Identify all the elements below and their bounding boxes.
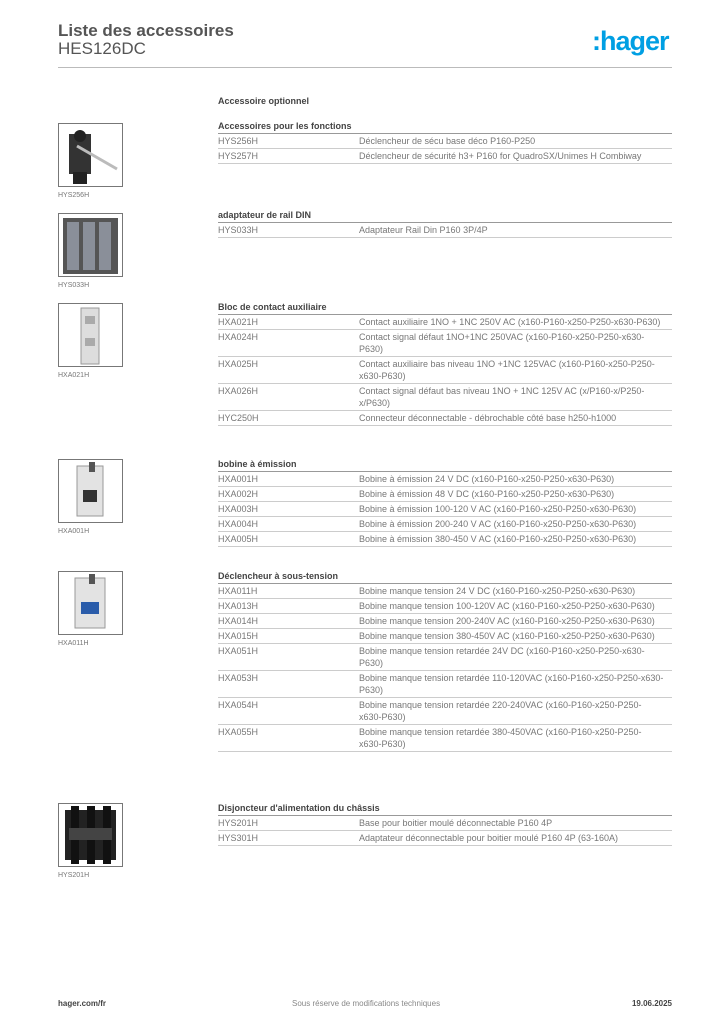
product-ref[interactable]: HXA055H	[218, 727, 259, 737]
product-ref[interactable]: HXA003H	[218, 504, 259, 514]
product-ref[interactable]: HXA053H	[218, 673, 259, 683]
product-description: Bobine manque tension retardée 110-120VAC (x160-P160-x250-P250-x630-P630)	[359, 673, 664, 695]
table-row	[218, 411, 672, 426]
table-row	[218, 584, 672, 599]
table-row	[218, 315, 672, 330]
product-ref[interactable]: HXA001H	[218, 474, 259, 484]
footer-date: 19.06.2025	[631, 999, 672, 1008]
product-description: Adaptateur déconnectable pour boitier moulé P160 4P (63-160A)	[359, 833, 619, 843]
product-description: Bobine à émission 48 V DC (x160-P160-x250-P250-x630-P630)	[359, 489, 615, 499]
product-image-caption: HYS201H	[58, 872, 90, 879]
product-description: Bobine à émission 200-240 V AC (x160-P160-x250-P250-x630-P630)	[359, 519, 637, 529]
table-row	[218, 629, 672, 644]
product-description: Connecteur déconnectable - débrochable côté base h250-h1000	[359, 413, 617, 423]
section-title: Disjoncteur d'alimentation du châssis	[218, 803, 672, 816]
table-row	[218, 725, 672, 752]
product-description: Adaptateur Rail Din P160 3P/4P	[359, 225, 488, 235]
accessory-section	[218, 302, 672, 426]
table-row	[218, 671, 672, 698]
product-description: Contact auxiliaire 1NO + 1NC 250V AC (x160-P160-x250-P250-x630-P630)	[359, 317, 661, 327]
table-row	[218, 599, 672, 614]
table-row	[218, 644, 672, 671]
table-row	[218, 517, 672, 532]
product-ref[interactable]: HXA011H	[218, 586, 258, 596]
section-title: Accessoires pour les fonctions	[218, 121, 672, 134]
product-description: Bobine manque tension 380-450V AC (x160-P160-x250-P250-x630-P630)	[359, 631, 655, 641]
product-image-caption: HXA021H	[58, 372, 90, 379]
product-image-caption: HXA011H	[58, 640, 89, 647]
product-description: Déclencheur de sécurité h3+ P160 for QuadroSX/Unimes H Combiway	[359, 151, 642, 161]
product-image	[58, 459, 123, 523]
table-row	[218, 223, 672, 238]
product-ref[interactable]: HXA005H	[218, 534, 259, 544]
hager-logo: :hager	[592, 26, 669, 56]
product-image	[58, 123, 123, 187]
product-ref[interactable]: HXA024H	[218, 332, 259, 342]
product-image	[58, 303, 123, 367]
product-ref[interactable]: HXA004H	[218, 519, 259, 529]
product-ref[interactable]: HXA051H	[218, 646, 259, 656]
product-description: Base pour boitier moulé déconnectable P160 4P	[359, 818, 553, 828]
section-title: Déclencheur à sous-tension	[218, 571, 672, 584]
product-image	[58, 803, 123, 867]
product-description: Bobine à émission 380-450 V AC (x160-P160-x250-P250-x630-P630)	[359, 534, 637, 544]
header-divider	[58, 67, 672, 68]
accessory-section	[218, 803, 672, 846]
product-description: Bobine manque tension 24 V DC (x160-P160-x250-P250-x630-P630)	[359, 586, 636, 596]
table-row	[218, 698, 672, 725]
table-row	[218, 472, 672, 487]
table-row	[218, 614, 672, 629]
footer-notice: Sous réserve de modifications techniques	[292, 999, 441, 1008]
product-image-caption: HYS033H	[58, 282, 90, 289]
product-description: Bobine manque tension 100-120V AC (x160-P160-x250-P250-x630-P630)	[359, 601, 655, 611]
table-row	[218, 149, 672, 164]
accessory-section	[218, 459, 672, 547]
product-ref[interactable]: HXA025H	[218, 359, 259, 369]
product-ref[interactable]: HYC250H	[218, 413, 259, 423]
page-title: Liste des accessoires	[58, 21, 234, 40]
section-title: Bloc de contact auxiliaire	[218, 302, 672, 315]
product-ref[interactable]: HXA015H	[218, 631, 259, 641]
table-row	[218, 532, 672, 547]
product-ref[interactable]: HXA054H	[218, 700, 259, 710]
table-row	[218, 357, 672, 384]
product-description: Bobine à émission 100-120 V AC (x160-P160-x250-P250-x630-P630)	[359, 504, 637, 514]
table-row	[218, 134, 672, 149]
product-ref[interactable]: HXA002H	[218, 489, 259, 499]
product-image-caption: HXA001H	[58, 528, 90, 535]
product-reference: HES126DC	[58, 39, 146, 58]
footer-website[interactable]: hager.com/fr	[58, 999, 107, 1008]
optional-accessories-label: Accessoire optionnel	[218, 96, 310, 106]
product-ref[interactable]: HXA014H	[218, 616, 259, 626]
product-description: Bobine à émission 24 V DC (x160-P160-x250-P250-x630-P630)	[359, 474, 615, 484]
accessory-section	[218, 121, 672, 164]
product-ref[interactable]: HYS256H	[218, 136, 259, 146]
table-row	[218, 502, 672, 517]
section-title: bobine à émission	[218, 459, 672, 472]
table-row	[218, 816, 672, 831]
table-row	[218, 384, 672, 411]
product-ref[interactable]: HYS257H	[218, 151, 259, 161]
product-ref[interactable]: HYS201H	[218, 818, 259, 828]
product-image	[58, 213, 123, 277]
product-description: Contact auxiliaire bas niveau 1NO +1NC 125VAC (x160-P160-x250-P250-x630-P630)	[359, 359, 655, 381]
product-description: Bobine manque tension 200-240V AC (x160-P160-x250-P250-x630-P630)	[359, 616, 655, 626]
product-description: Déclencheur de sécu base déco P160-P250	[359, 136, 536, 146]
product-description: Bobine manque tension retardée 220-240VAC (x160-P160-x250-P250-x630-P630)	[359, 700, 642, 722]
product-description: Bobine manque tension retardée 380-450VAC (x160-P160-x250-P250-x630-P630)	[359, 727, 642, 749]
table-row	[218, 330, 672, 357]
product-ref[interactable]: HYS301H	[218, 833, 259, 843]
table-row	[218, 831, 672, 846]
section-title: adaptateur de rail DIN	[218, 210, 672, 223]
table-row	[218, 487, 672, 502]
product-description: Bobine manque tension retardée 24V DC (x160-P160-x250-P250-x630-P630)	[359, 646, 645, 668]
product-ref[interactable]: HXA013H	[218, 601, 259, 611]
product-description: Contact signal défaut bas niveau 1NO + 1NC 125V AC (x/P160-x/P250-x/P630)	[359, 386, 645, 408]
accessory-section	[218, 571, 672, 752]
product-ref[interactable]: HYS033H	[218, 225, 259, 235]
product-ref[interactable]: HXA021H	[218, 317, 259, 327]
product-image-caption: HYS256H	[58, 192, 90, 199]
accessory-section	[218, 210, 672, 238]
product-ref[interactable]: HXA026H	[218, 386, 259, 396]
product-description: Contact signal défaut 1NO+1NC 250VAC (x160-P160-x250-P250-x630-P630)	[359, 332, 645, 354]
product-image	[58, 571, 123, 635]
